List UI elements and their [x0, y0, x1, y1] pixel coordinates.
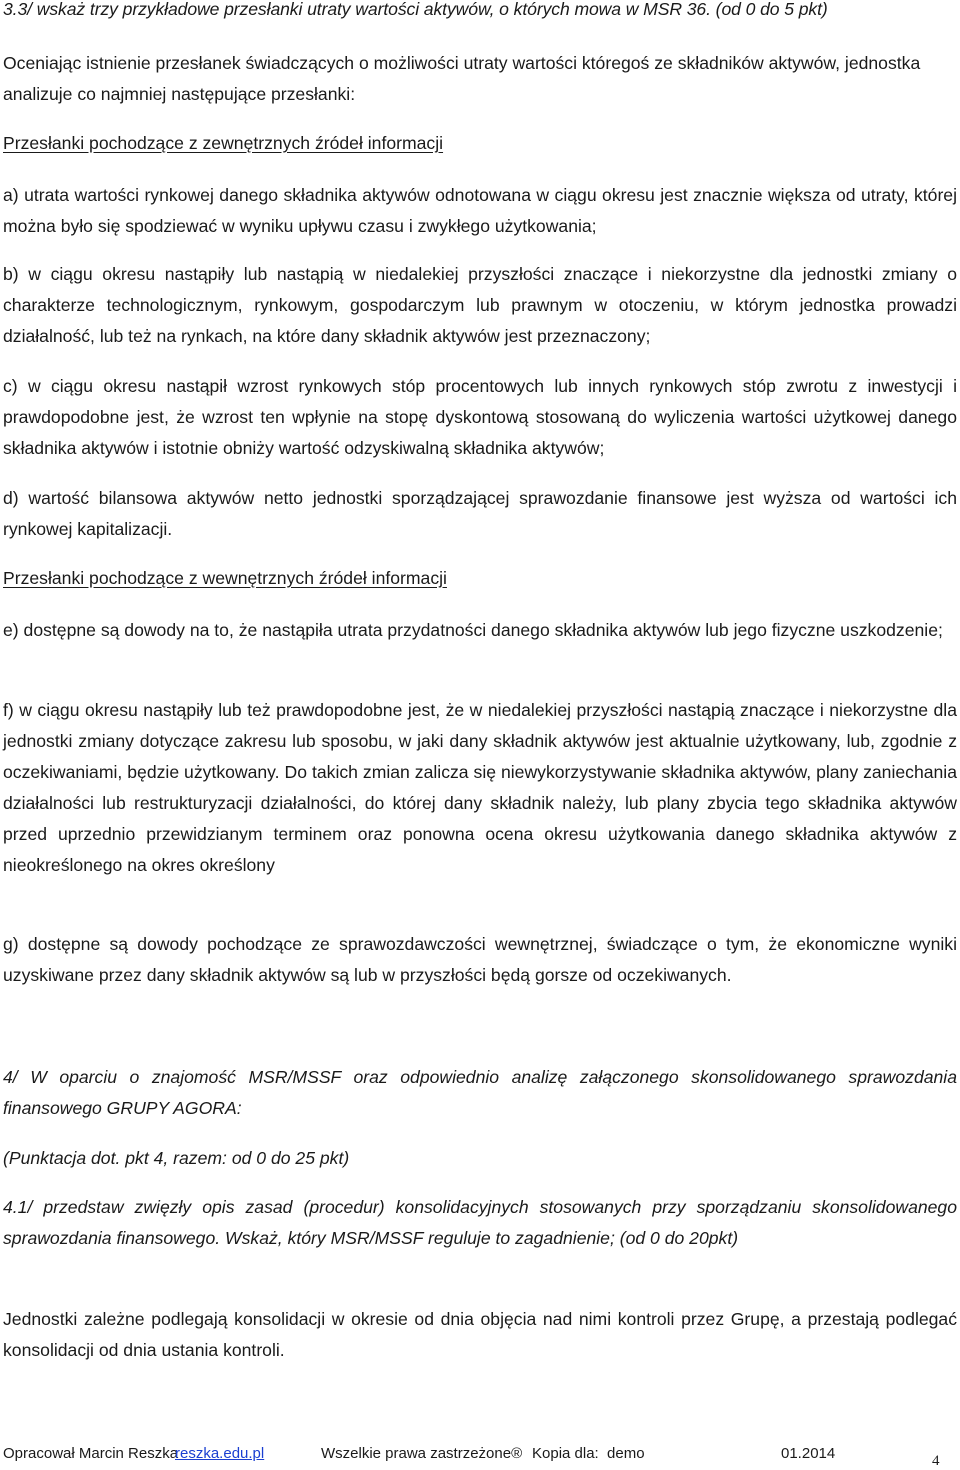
- footer-rights: Wszelkie prawa zastrzeżone®: [321, 1445, 523, 1462]
- item-d: d) wartość bilansowa aktywów netto jednostki sporządzającej sprawozdanie finansowe jest wyższa od wartości ich rynkowej kapitalizacji.: [3, 488, 957, 539]
- footer-copy: Kopia dla: demo: [532, 1445, 645, 1462]
- item-c: c) w ciągu okresu nastąpił wzrost rynkowych stóp procentowych lub innych rynkowych stóp zwrotu z inwestycji i prawdopodobne jest, że wzrost ten wpłynie na stopę dyskontową stosowaną do wyliczenia wartości użytkowej danego składnika aktywów i istotnie obniży wartość odzyskiwalną składnika aktywów;: [3, 376, 957, 458]
- internal-sources-heading-text: Przesłanki pochodzące z wewnętrznych źródeł informacji: [3, 568, 447, 588]
- footer-author: Opracował Marcin Reszka: [3, 1445, 179, 1462]
- question-4-points: (Punktacja dot. pkt 4, razem: od 0 do 25 pkt): [3, 1148, 350, 1168]
- page-footer: [3, 1442, 953, 1466]
- external-sources-heading-text: Przesłanki pochodzące z zewnętrznych źródeł informacji: [3, 133, 444, 153]
- item-f: f) w ciągu okresu nastąpiły lub też prawdopodobne jest, że w niedalekiej przyszłości nastąpią znaczące i niekorzystne dla jednostki zmiany dotyczące zakresu lub sposobu, w jaki dany składnik aktywów jest aktualnie użytkowany, lub, zgodnie z oczekiwaniami, będzie użytkowany. Do takich zmian zalicza się niewykorzystywanie składnika aktywów, plany zaniechania działalności lub restrukturyzacji działalności, do której dany składnik należy, lub plany zbycia tego składnika aktywów przed uprzednio przewidzianym terminem oraz ponowna ocena okresu użytkowania danego składnika aktywów z nieokreślonego na okres określony: [3, 700, 957, 875]
- page-number: 4: [932, 1453, 940, 1469]
- intro-paragraph: Oceniając istnienie przesłanek świadczących o możliwości utraty wartości któregoś ze składników aktywów, jednostka analizuje co najmniej następujące przesłanki:: [3, 53, 921, 104]
- question-3-3-heading: 3.3/ wskaż trzy przykładowe przesłanki utraty wartości aktywów, o których mowa w MSR 36. (od 0 do 5 pkt): [3, 0, 828, 19]
- footer-link[interactable]: reszka.edu.pl: [175, 1445, 265, 1462]
- item-b: b) w ciągu okresu nastąpiły lub nastąpią w niedalekiej przyszłości znaczące i niekorzystne dla jednostki zmiany o charakterze technologicznym, rynkowym, gospodarczym lub prawnym w otoczeniu, w którym jednostka prowadzi działalność, lub też na rynkach, na które dany składnik aktywów jest przeznaczony;: [3, 264, 957, 346]
- question-4-heading: 4/ W oparciu o znajomość MSR/MSSF oraz odpowiednio analizę załączonego skonsolidowanego sprawozdania finansowego GRUPY AGORA:: [3, 1067, 957, 1118]
- item-a: a) utrata wartości rynkowej danego składnika aktywów odnotowana w ciągu okresu jest znacznie większa od utraty, której można było się spodziewać w wyniku upływu czasu i zwykłego użytkowania;: [3, 185, 957, 236]
- footer-date: 01.2014: [781, 1445, 836, 1462]
- question-4-1-heading: 4.1/ przedstaw zwięzły opis zasad (procedur) konsolidacyjnych stosowanych przy sporządzaniu skonsolidowanego sprawozdania finansowego. Wskaż, który MSR/MSSF reguluje to zagadnienie; (od 0 do 20pkt): [3, 1197, 957, 1248]
- item-g: g) dostępne są dowody pochodzące ze sprawozdawczości wewnętrznej, świadczące o tym, że ekonomiczne wyniki uzyskiwane przez dany składnik aktywów są lub w przyszłości będą gorsze od oczekiwanych.: [3, 934, 957, 985]
- external-sources-heading: [3, 128, 957, 159]
- internal-sources-heading: [3, 563, 957, 594]
- answer-paragraph: Jednostki zależne podlegają konsolidacji w okresie od dnia objęcia nad nimi kontroli przez Grupę, a przestają podlegać konsolidacji od dnia ustania kontroli.: [3, 1309, 957, 1360]
- item-e: e) dostępne są dowody na to, że nastąpiła utrata przydatności danego składnika aktywów lub jego fizyczne uszkodzenie;: [3, 620, 943, 640]
